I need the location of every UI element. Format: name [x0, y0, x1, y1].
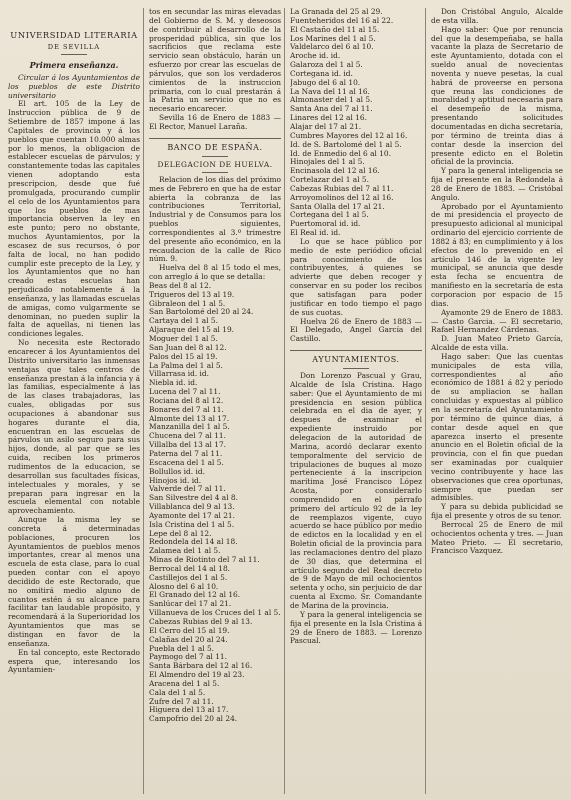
paragraph: tos en secundar las miras elevadas del Gobierno de S. M. y deseosos de contribuir al desarrollo de la prosperidad pública, sin que los sacrificios que reclama este servicio sean obstáculo, harán un esfuerzo por crear las escuelas de párvulos, que son los verdaderos cimientos de la instruccion primaria, con lo cual prestarán á la Patria un servicio que no es necesario encarecer.	[149, 8, 281, 114]
schedule-item: El Granado del 12 al 16.	[149, 591, 241, 600]
ayuntamientos-header: AYUNTAMIENTOS.	[312, 355, 400, 365]
schedule-item: Lepe del 8 al 12.	[149, 529, 212, 538]
schedule-item: Valdelarco del 6 al 10.	[290, 43, 374, 52]
edict-paragraph: Y para la general inteligencia se fija el presente en la Redondela á 28 de Enero de 1883. — Cristóbal Angulo.	[431, 166, 563, 202]
schedule-item: Villalba del 13 al 17.	[149, 441, 226, 450]
schedule-item: El Cerro del 15 al 19.	[149, 626, 230, 635]
schedule-item: Villablanca del 9 al 13.	[149, 503, 235, 512]
schedule-item: Trigueros del 13 al 19.	[149, 290, 235, 299]
schedule-item: Beas del 8 al 12.	[149, 281, 212, 290]
notice-paragraph: Lo que se hace público por medio de este periódico oficial para conocimiento de los contribuyentes, á quienes se advierte que deben recoger y conservar en su poder los recibos que satisfagan para poder justificar en todo tiempo el pago de sus cuotas.	[290, 236, 422, 317]
edict-paragraph: Y para la general inteligencia se fija el presente en la Isla Cristina á 29 de Enero de 1883. — Lorenzo Pascual.	[290, 609, 422, 646]
divider	[61, 54, 87, 55]
paragraph: No necesita este Rectorado encarecer á los Ayuntamientos del Distrito universitario las inmensas ventajas que tales centros de enseñanza prestan á la infancia y á las familias, especialmente á las de las clases trabajadoras, las cuales, obligadas por sus ocupaciones á abandonar sus hogares durante el dia, encuentran en las escuelas de párvulos un asilo seguro para sus hijos, donde, al par que se les cuida, reciben los primeros rudimentos de la educacion, se desarrollan sus facultades físicas, intelectuales y morales, y se preparan para ingresar en la escuela elemental con notable aprovechamiento.	[8, 338, 140, 516]
edict-paragraph: Don Lorenzo Pascual y Grau, Alcalde de Isla Cristina. Hago saber: Que el Ayuntamiento de mi presidencia en sesion pública celebrada en el dia de ayer, y despues de examinar el expediente instruido por delegacion de la autoridad de Marina, acordó declarar exento temporalmente del servicio de tripulaciones de buques al mozo perteneciente á la inscripcion marítima José Francisco López Acosta, por considerarlo comprendido en el párrafo primero del artículo 92 de la ley de reemplazos vigente, cuyo acuerdo se hace público por medio de edictos en la localidad y en el Boletin oficial de la provincia para las reclamaciones dentro del plazo de 30 dias, que determina el artículo segundo del Real decreto de 9 de Mayo de mil ochocientos setenta y ocho, sin perjuicio de dar cuenta al Excmo. Sr. Comandante de Marina de la provincia.	[290, 371, 422, 610]
edict-paragraph: Hago saber: Que las cuentas municipales de esta villa, correspondientes al año económico de 1881 á 82 y periodo de su ampliacion se hallan concluidas y expuestas al público en la secretaría del Ayuntamiento por término de quince dias, á contar desde aquel en que aparezca inserto el presente anuncio en el Boletin oficial de la provincia, con el fin que puedan ser examinadas por cualquier vecino contribuyente y hace las observaciones que crea oportunas, siempre que puedan ser admisibles.	[431, 351, 563, 503]
divider	[149, 138, 281, 139]
edict-paragraph: Hago saber: Que por renuncia del que la desempeñaba, se halla vacante la plaza de Secretario de este Ayuntamiento, dotada con el sueldo anual de novecientas noventa y nueve pesetas, la cual habrá de proveerse en persona que reuna las condiciones de moralidad y aptitud necesaria para el desempeño de la misma, presentando solicitudes documentadas en dicha secretaría, por término de treinta dias á contar desde la insercion del presente edicto en el Boletin oficial de la provincia.	[431, 24, 563, 167]
schedule-item: Cala del 1 al 5.	[149, 688, 206, 697]
schedule-item: Encinasola del 12 al 16.	[290, 167, 380, 176]
column-2	[149, 8, 281, 794]
schedule-item: Villanueva de los Cruces del 1 al 5.	[149, 609, 281, 618]
schedule-item: Puebla del 1 al 5.	[149, 644, 214, 653]
schedule-item: Manzanilla del 1 al 5.	[149, 423, 230, 432]
schedule-item: Aracena del 1 al 5.	[149, 679, 220, 688]
schedule-item: Paymogo del 7 al 11.	[149, 653, 227, 662]
divider	[202, 156, 228, 157]
schedule-item: Jabugo del 6 al 10.	[290, 78, 361, 87]
edict-paragraph: Aprobado por el Ayuntamiento de mi presidencia el proyecto de presupuesto adicional al municipal ordinario del ejercicio corriente de 1882 á 83; en cumplimiento y á los efectos de lo prevenido en el artículo 146 de la vigente ley municipal, se anuncia que desde esta fecha se encuentra de manifiesto en la secretaría de esta corporacion por espacio de 15 dias.	[431, 201, 563, 308]
edict-paragraph: Y para su debida publicidad se fija el presente y otros de su tenor.	[431, 502, 563, 521]
schedule-item: San Silvestre del 4 al 8.	[149, 494, 238, 503]
schedule-item: Bollullos id. id.	[149, 467, 205, 476]
schedule-item: Redondela del 14 al 18.	[149, 538, 238, 547]
schedule-item: Palos del 15 al 19.	[149, 352, 218, 361]
schedule-item: Aljaraque del 15 al 19.	[149, 326, 234, 335]
schedule-item: Gibraleon del 1 al 5.	[149, 299, 226, 308]
column-3	[290, 8, 422, 794]
schedule-item: Chucena del 7 al 11.	[149, 432, 226, 441]
schedule-item: Villarrasa id. id.	[149, 370, 209, 379]
edict-paragraph: Don Cristóbal Angulo, Alcalde de esta villa.	[431, 8, 563, 25]
schedule-item: Paterna del 7 al 11.	[149, 449, 223, 458]
schedule-item: Arroyomolinos del 12 al 16.	[290, 193, 394, 202]
edicts-list	[431, 8, 563, 556]
column-divider	[143, 8, 144, 794]
schedule-item: Id. de Enmedio del 6 al 10.	[290, 149, 391, 158]
schedule-item: Hinojales del 1 al 5.	[290, 158, 365, 167]
schedule-item: Santa Olalla del 17 al 21.	[290, 202, 385, 211]
signature: Huelva 26 de Enero de 1883 — El Delegado, Angel García del Castillo.	[290, 316, 422, 344]
schedule-item: Alajar del 17 al 21.	[290, 122, 362, 131]
schedule-item: Aroche id. id.	[290, 52, 341, 61]
schedule-item: La Palma del 1 al 5.	[149, 361, 223, 370]
schedule-item: Santa Ana del 7 al 11.	[290, 105, 373, 114]
schedule-intro: Huelva del 8 al 15 todo el mes, con arreglo á lo que se detalla:	[149, 263, 281, 282]
schedule-item: Castillejos del 1 al 5.	[149, 573, 228, 582]
schedule-item: Campofrio del 20 al 24.	[149, 715, 238, 724]
schedule-item: Los Marines del 1 al 5.	[290, 34, 376, 43]
schedule-item: Isla Cristina del 1 al 5.	[149, 520, 235, 529]
schedule-item: Zufre del 7 al 11.	[149, 697, 214, 706]
schedule-item: Linares del 12 al 16.	[290, 114, 367, 123]
schedule-item: Cortegana id. id.	[290, 69, 353, 78]
university-header: UNIVERSIDAD LITERARIA	[10, 30, 138, 40]
schedule-item: Cartaya del 1 al 5.	[149, 317, 218, 326]
schedule-item: Rociana del 8 al 12.	[149, 396, 224, 405]
schedule-item: Cumbres Mayores del 12 al 16.	[290, 131, 408, 140]
schedule-item: El Real id. id.	[290, 229, 341, 238]
schedule-item: Niebla id. id.	[149, 379, 198, 388]
delegation-header: DELEGACION DE HUELVA.	[157, 159, 273, 169]
schedule-item: El Castaño del 11 al 15.	[290, 25, 380, 34]
schedule-item: Calañas del 20 al 24.	[149, 635, 228, 644]
schedule-list	[149, 282, 281, 724]
edict-paragraph: Ayamonte 29 de Enero de 1883. — Casto Garcia. — El secretario, Rafael Hernandez Cárdenas.	[431, 307, 563, 335]
schedule-item: Puertomoral id. id.	[290, 220, 361, 229]
schedule-item: Ayamonte del 17 al 21.	[149, 511, 235, 520]
schedule-item: La Granada del 25 al 29.	[290, 8, 383, 16]
divider	[343, 368, 369, 369]
schedule-item: Cortelazar del 1 al 5.	[290, 176, 369, 185]
schedule-item: Bonares del 7 al 11.	[149, 405, 224, 414]
schedule-item: Almonaster del 1 al 5.	[290, 96, 373, 105]
schedule-item: Cortegana del 1 al 5.	[290, 211, 369, 220]
schedule-item: Escacena del 1 al 5.	[149, 458, 224, 467]
schedule-item: Moguer del 1 al 5.	[149, 335, 218, 343]
circular-title: Circular á los Ayuntamientos de los pueblos de este Distrito universitario	[8, 72, 140, 100]
schedule-item: Berrocal del 14 al 18.	[149, 564, 231, 573]
paragraph: Aunque la misma ley se concreta á determinadas poblaciones, procuren los Ayuntamientos de pueblos menos importantes, crear al menos una escuela de esta clase, para lo cual pueden contar con el apoyo decidido de este Rectorado, que no omitirá medio alguno de cuantos estén á su alcance para facilitar tan laudable propósito, y recomendará á la Superioridad los Ayuntamientos que mas se distingan en favor de la enseñanza.	[8, 515, 140, 648]
schedule-item: Fuenteheridos del 16 al 22.	[290, 16, 394, 25]
schedule-item: Higuera del 13 al 17.	[149, 706, 229, 715]
column-1	[8, 8, 140, 794]
closing-signature: Sevilla 16 de Enero de 1883 — El Rector, Manuel Laraña.	[149, 113, 281, 131]
schedule-item: Zalamea del 1 al 5.	[149, 547, 221, 556]
divider	[290, 350, 422, 351]
schedule-item: Hinojos id. id.	[149, 476, 202, 485]
schedule-item: Sanlúcar del 17 al 21.	[149, 600, 232, 609]
edict-paragraph: D. Juan Mateo Prieto García, Alcalde de esta villa.	[431, 334, 563, 353]
paragraph: El art. 105 de la Ley de Instruccion pública de 9 de Setiembre de 1857 impone á las Capitales de provincia y á los pueblos que cuentan 10.000 almas por lo menos, la obligacion de establecer escuelas de párvulos; y constantemente todas las capitales vienen adoptando esta prescripcion, desde que fué promulgada, procurando cumplir el celo de los Ayuntamientos para que los pueblos de mas importancia observen la ley en este punto; pero no obstante, muchos Ayuntamientos, por la escasez de sus recursos, ó por falta de local, no han podido cumplir este precepto de la Ley, y los Ayuntamientos que no han creado estas escuelas han perjudicado notablemente á la enseñanza, y las llamadas escuelas de amigas, como vulgarmente se denominan, no pueden suplir la falta de aquellas, ni tienen las condiciones legales.	[8, 99, 140, 339]
schedule-item: La Nava del 11 al 16.	[290, 87, 370, 96]
schedule-item: Almonte del 13 al 17.	[149, 414, 230, 423]
schedule-item: Galaroza del 1 al 5.	[290, 61, 363, 70]
notice-paragraph: Relacion de los dias del próximo mes de Febrero en que ha de estar abierta la cobranza de las contribuciones Territorial, Industrial y de Consumos para los pueblos siguientes, correspondientes al 3.º trimestre del presente año económico, en la recaudacion de la calle de Rico núm. 9.	[149, 174, 281, 264]
schedule-item: Cabezas Rubias del 9 al 13.	[149, 618, 253, 626]
column-divider	[425, 8, 426, 794]
schedule-item: Lucena del 7 al 11.	[149, 388, 221, 397]
section-title: Primera enseñanza.	[29, 60, 119, 70]
schedule-item: Alosno del 6 al 10.	[149, 582, 219, 591]
university-city: DE SEVILLA	[47, 43, 101, 51]
schedule-item: Cabezas Rubias del 7 al 11.	[290, 184, 394, 193]
paragraph: En tal concepto, este Rectorado espera que, interesando los Ayuntamien-	[8, 647, 140, 675]
schedule-item: San Bartolomé del 20 al 24.	[149, 308, 254, 317]
divider	[202, 172, 228, 173]
schedule-item: Id. de S. Bartolomé del 1 al 5.	[290, 140, 402, 149]
schedule-item: Valverde del 7 al 11.	[149, 485, 226, 494]
schedule-list	[290, 8, 422, 238]
schedule-item: El Almendro del 19 al 23.	[149, 671, 245, 680]
schedule-item: Minas de Riotinto del 7 al 11.	[149, 556, 260, 565]
schedule-item: Santa Bárbara del 12 al 16.	[149, 662, 253, 671]
edict-paragraph: Berrocal 25 de Enero de mil ochocientos ochenta y tres. — Juan Mateo Prieto. — El secretario, Francisco Vazquez.	[431, 519, 563, 556]
bank-header: BANCO DE ESPAÑA.	[167, 142, 263, 152]
schedule-item: San Juan del 8 al 12.	[149, 343, 227, 352]
column-4	[431, 8, 563, 794]
column-divider	[284, 8, 285, 794]
